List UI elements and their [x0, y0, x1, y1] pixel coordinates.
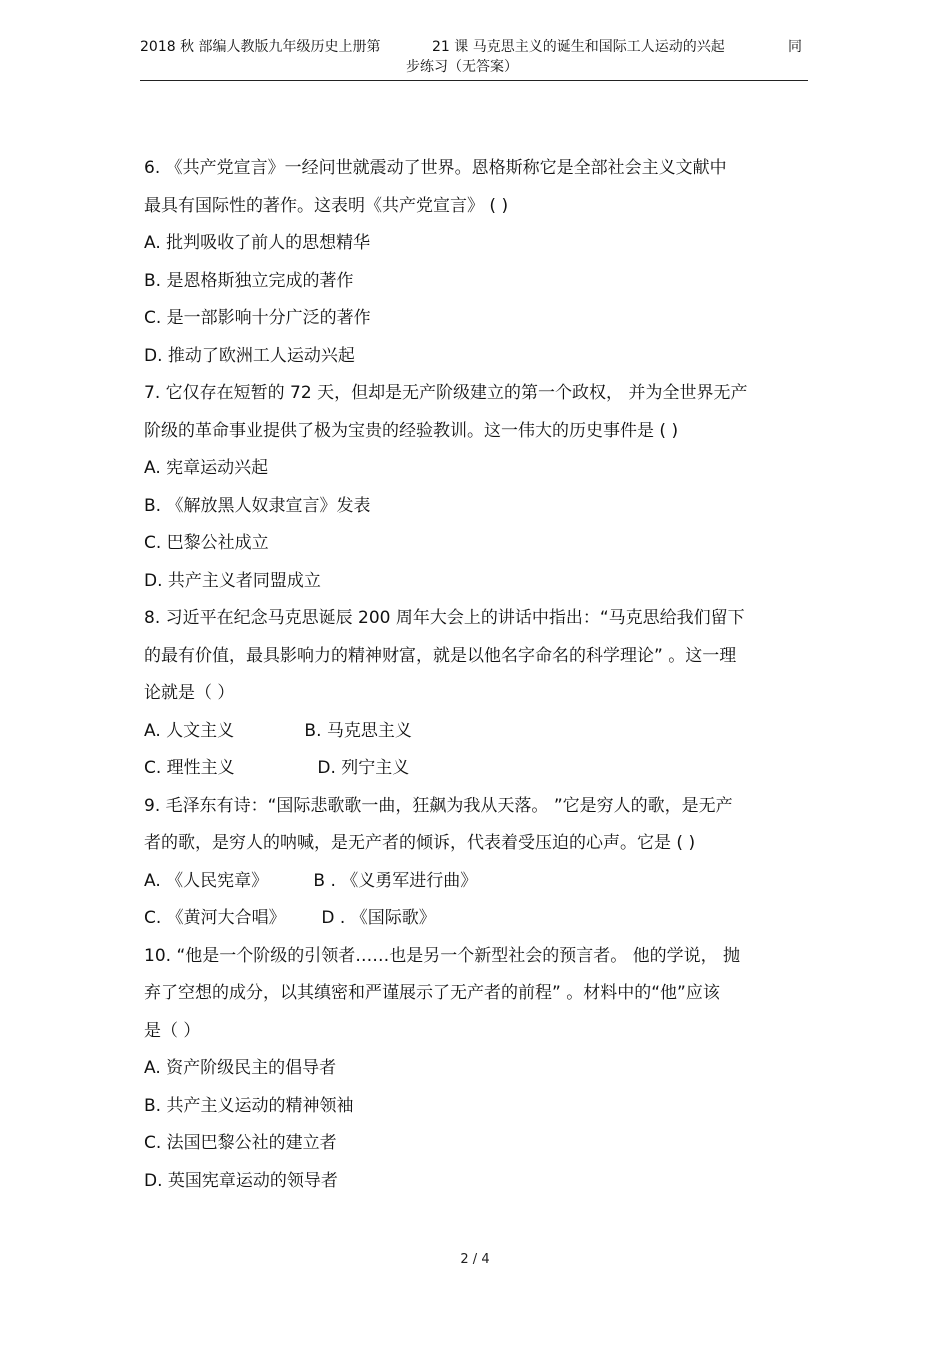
answer-option: D. 共产主义者同盟成立 — [144, 570, 321, 591]
answer-option: A. 资产阶级民主的倡导者 — [144, 1058, 337, 1078]
answer-option-row — [144, 863, 808, 901]
answer-option: D . 《国际歌》 — [321, 908, 436, 928]
answer-option: B . 《义勇军进行曲》 — [313, 870, 478, 891]
answer-option: D. 英国宪章运动的领导者 — [144, 1170, 338, 1191]
answer-option: C. 是一部影响十分广泛的著作 — [144, 308, 371, 328]
question-10 — [144, 938, 808, 1201]
answer-option-row — [144, 900, 808, 938]
question-stem-line: 8. 习近平在纪念马克思诞辰 200 周年大会上的讲话中指出：“马克思给我们留下 — [144, 608, 745, 628]
question-8 — [144, 600, 808, 788]
question-stem-line: 是（ ） — [144, 1020, 201, 1041]
page-number: 2 / 4 — [460, 1252, 490, 1267]
answer-option: A. 《人民宪章》 — [144, 870, 269, 891]
question-stem-line: 10. “他是一个阶级的引领者……也是另一个新型社会的预言者。 他的学说， 抛 — [144, 945, 741, 966]
answer-option: C. 《黄河大合唱》 — [144, 908, 286, 928]
question-stem-line: 最具有国际性的著作。这表明《共产党宣言》 ( ) — [144, 195, 509, 216]
answer-option: A. 宪章运动兴起 — [144, 458, 269, 478]
answer-option: A. 批判吸收了前人的思想精华 — [144, 233, 371, 253]
answer-option: C. 巴黎公社成立 — [144, 533, 269, 553]
question-6 — [144, 150, 808, 375]
header-title-part3: 同 — [788, 39, 802, 55]
answer-option-row — [144, 750, 808, 788]
answer-option: B. 共产主义运动的精神领袖 — [144, 1095, 354, 1116]
answer-option: A. 人文主义 — [144, 720, 235, 741]
answer-option-row — [144, 713, 808, 751]
question-stem-line: 阶级的革命事业提供了极为宝贵的经验教训。这一伟大的历史事件是 ( ) — [144, 420, 679, 441]
answer-option: D. 推动了欧洲工人运动兴起 — [144, 345, 355, 366]
answer-option: B. 《解放黑人奴隶宣言》发表 — [144, 495, 371, 516]
page-header — [140, 36, 808, 81]
answer-option: B. 是恩格斯独立完成的著作 — [144, 270, 354, 291]
answer-option: D. 列宁主义 — [317, 758, 410, 778]
question-stem-line: 7. 它仅存在短暂的 72 天，但却是无产阶级建立的第一个政权， 并为全世界无产 — [144, 383, 748, 403]
answer-option: C. 理性主义 — [144, 758, 235, 778]
question-stem-line: 9. 毛泽东有诗：“国际悲歌歌一曲，狂飙为我从天落。 ”它是穷人的歌，是无产 — [144, 795, 733, 816]
answer-option: C. 法国巴黎公社的建立者 — [144, 1133, 337, 1153]
question-stem-line: 者的歌，是穷人的呐喊，是无产者的倾诉，代表着受压迫的心声。它是 ( ) — [144, 833, 696, 853]
question-stem-line: 弃了空想的成分，以其缜密和严谨展示了无产者的前程” 。材料中的“他”应该 — [144, 983, 720, 1003]
header-title-part2: 21 课 马克思主义的诞生和国际工人运动的兴起 — [432, 39, 725, 55]
question-stem-line: 论就是（ ） — [144, 683, 235, 703]
answer-option: B. 马克思主义 — [304, 720, 412, 741]
header-title-line2: 步练习（无答案） — [406, 59, 518, 75]
header-title-part1: 2018 秋 部编人教版九年级历史上册第 — [140, 39, 381, 55]
question-7 — [144, 375, 808, 600]
question-9 — [144, 788, 808, 938]
question-stem-line: 6. 《共产党宣言》一经问世就震动了世界。恩格斯称它是全部社会主义文献中 — [144, 158, 727, 178]
question-list — [144, 150, 808, 1200]
question-stem-line: 的最有价值，最具影响力的精神财富，就是以他名字命名的科学理论” 。这一理 — [144, 645, 737, 666]
